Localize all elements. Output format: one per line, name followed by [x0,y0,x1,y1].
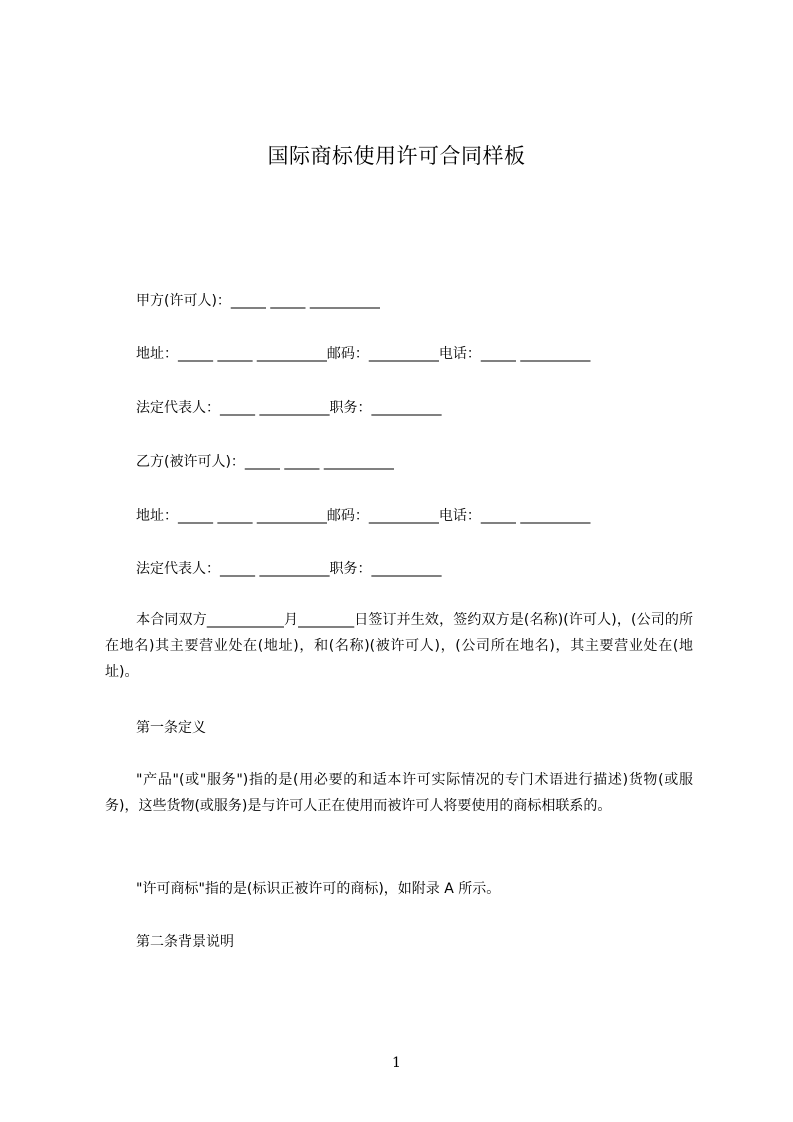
definition-product-text: "产品"(或"服务")指的是(用必要的和适本许可实际情况的专门术语进行描述)货物(或服务)，这些货物(或服务)是与许可人正在使用而被许可人将要使用的商标相联系的。 [105,772,693,814]
document-title: 国际商标使用许可合同样板 [267,144,526,168]
page-number: 1 [392,1055,401,1071]
article-2-heading: 第二条背景说明 [136,934,234,950]
contract-intro-text: 本合同双方___________月________日签订并生效，签约双方是(名称)(许可人)，(公司的所在地名)其主要营业处在(地址)，和(名称)(被许可人)，(公司所在地名)，其主要营业处在(地址)。 [105,612,693,680]
party-a-address-line: 地址：_____ _____ __________邮码：__________电话：_____ __________ [136,346,591,362]
contract-intro-paragraph [105,607,693,685]
party-b-line: 乙方(被许可人)：_____ _____ __________ [136,454,394,470]
definition-product-paragraph [105,767,693,819]
party-b-address-line: 地址：_____ _____ __________邮码：__________电话：_____ __________ [136,508,591,524]
party-a-representative-line: 法定代表人：_____ __________职务：__________ [136,400,442,416]
party-b-representative-line: 法定代表人：_____ __________职务：__________ [136,561,442,577]
article-1-heading: 第一条定义 [136,720,206,736]
definition-trademark-paragraph: "许可商标"指的是(标识正被许可的商标)，如附录 A 所示。 [136,881,501,897]
party-a-line: 甲方(许可人)：_____ _____ __________ [136,293,380,309]
